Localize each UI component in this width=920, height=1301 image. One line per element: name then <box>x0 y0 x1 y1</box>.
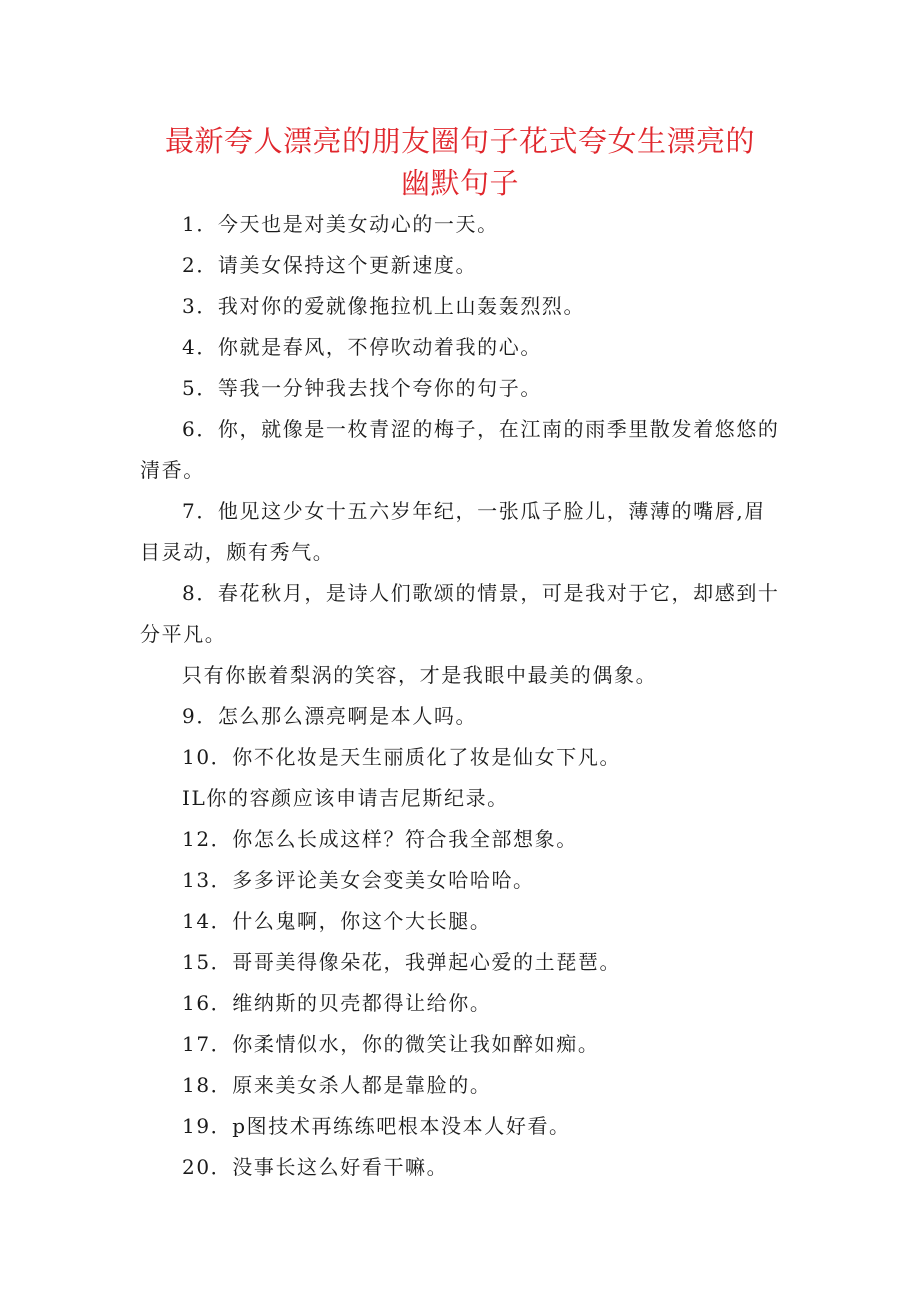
paragraph-8: 8．春花秋月，是诗人们歌颂的情景，可是我对于它，却感到十分平凡。 <box>140 581 780 646</box>
paragraph-12: 12．你怎么长成这样？符合我全部想象。 <box>182 827 578 851</box>
paragraph-18: 18．原来美女杀人都是靠脸的。 <box>182 1073 492 1097</box>
paragraph-14: 14．什么鬼啊，你这个大长腿。 <box>182 909 492 933</box>
paragraph-9: 9．怎么那么漂亮啊是本人吗。 <box>182 704 478 728</box>
paragraph-7: 7．他见这少女十五六岁年纪，一张瓜子脸儿，薄薄的嘴唇,眉目灵动，颇有秀气。 <box>140 499 766 564</box>
paragraph-8-continued: 只有你嵌着梨涡的笑容，才是我眼中最美的偶象。 <box>182 663 658 687</box>
paragraph-19: 19．p图技术再练练吧根本没本人好看。 <box>182 1114 571 1138</box>
paragraph-20: 20．没事长这么好看干嘛。 <box>182 1155 449 1179</box>
paragraph-16: 16．维纳斯的贝壳都得让给你。 <box>182 991 492 1015</box>
paragraph-6: 6．你，就像是一枚青涩的梅子，在江南的雨季里散发着悠悠的清香。 <box>140 417 780 482</box>
title-line-2: 幽默句子 <box>400 166 519 200</box>
document-title <box>140 120 780 204</box>
paragraph-13: 13．多多评论美女会变美女哈哈哈。 <box>182 868 535 892</box>
paragraph-4: 4．你就是春风，不停吹动着我的心。 <box>182 335 542 359</box>
paragraph-11: IL你的容颜应该申请吉尼斯纪录。 <box>182 786 509 810</box>
paragraph-17: 17．你柔情似水，你的微笑让我如醉如痴。 <box>182 1032 600 1056</box>
title-line-1: 最新夸人漂亮的朋友圈句子花式夸女生漂亮的 <box>164 124 755 158</box>
document-body <box>140 204 780 1188</box>
paragraph-1: 1．今天也是对美女动心的一天。 <box>182 212 499 236</box>
paragraph-10: 10．你不化妆是天生丽质化了妆是仙女下凡。 <box>182 745 622 769</box>
paragraph-3: 3．我对你的爱就像拖拉机上山轰轰烈烈。 <box>182 294 586 318</box>
paragraph-5: 5．等我一分钟我去找个夸你的句子。 <box>182 376 542 400</box>
paragraph-2: 2．请美女保持这个更新速度。 <box>182 253 478 277</box>
paragraph-15: 15．哥哥美得像朵花，我弹起心爱的土琵琶。 <box>182 950 622 974</box>
